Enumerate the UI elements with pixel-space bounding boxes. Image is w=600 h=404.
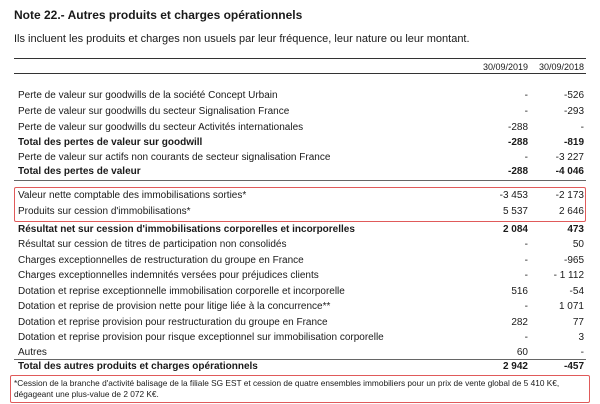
value-2019: 2 942 — [502, 361, 528, 372]
value-2019: 2 084 — [502, 224, 528, 235]
value-2019: - — [524, 152, 528, 163]
value-2019: - — [524, 255, 528, 266]
row-label: Charges exceptionnelles indemnités versées pour préjudices clients — [18, 270, 319, 281]
value-2019: -288 — [507, 166, 528, 177]
value-2019: 5 537 — [502, 206, 528, 217]
table-row — [14, 268, 586, 283]
table-row — [14, 204, 586, 219]
value-2018: -2 173 — [555, 190, 584, 201]
table-row — [14, 330, 586, 345]
value-2018: - 1 112 — [553, 270, 584, 281]
value-2018: - — [580, 347, 584, 358]
table-row-total — [14, 135, 586, 150]
table-row — [14, 284, 586, 299]
table-row — [14, 315, 586, 330]
table-row — [14, 299, 586, 314]
note-title: Note 22.- Autres produits et charges opérationnels — [14, 8, 303, 22]
value-2019: 516 — [511, 286, 528, 297]
value-2018: 50 — [572, 239, 584, 250]
row-label: Résultat sur cession de titres de participation non consolidés — [18, 239, 287, 250]
value-2019: - — [524, 301, 528, 312]
row-label: Autres — [18, 347, 47, 358]
value-2018: 77 — [572, 317, 584, 328]
table-row — [14, 237, 586, 252]
value-2019: 60 — [516, 347, 528, 358]
row-label: Total des pertes de valeur sur goodwill — [18, 137, 203, 148]
header-top-rule — [14, 58, 586, 59]
table-row-total — [14, 222, 586, 237]
value-2018: -457 — [563, 361, 584, 372]
table-row-total — [14, 164, 586, 179]
row-label: Résultat net sur cession d'immobilisations corporelles et incorporelles — [18, 224, 355, 235]
value-2019: -288 — [507, 137, 528, 148]
table-row — [14, 253, 586, 268]
row-label: Dotation et reprise de provision nette pour litige liée à la concurrence** — [18, 301, 331, 312]
column-header-2018: 30/09/2018 — [538, 62, 584, 72]
header-bottom-rule — [14, 73, 586, 74]
table-row — [14, 104, 586, 119]
table-row — [14, 188, 586, 203]
table-row-total — [14, 359, 586, 374]
value-2018: -293 — [563, 106, 584, 117]
value-2018: 2 646 — [558, 206, 584, 217]
value-2019: -288 — [507, 122, 528, 133]
value-2019: - — [524, 90, 528, 101]
value-2018: - — [580, 122, 584, 133]
table-row — [14, 150, 586, 165]
row-label: Total des pertes de valeur — [18, 166, 141, 177]
row-label: Perte de valeur sur goodwills du secteur Activités internationales — [18, 122, 304, 133]
table-row — [14, 88, 586, 103]
value-2018: -4 046 — [555, 166, 584, 177]
row-label: Dotation et reprise provision pour restructuration du groupe en France — [18, 317, 328, 328]
intro-text: Ils incluent les produits et charges non usuels par leur fréquence, leur nature ou leur montant. — [14, 33, 470, 45]
row-label: Dotation et reprise provision pour risque exceptionnel sur immobilisation corporelle — [18, 332, 384, 343]
value-2019: 282 — [511, 317, 528, 328]
value-2018: -526 — [563, 90, 584, 101]
row-label: Total des autres produits et charges opérationnels — [18, 361, 258, 372]
row-label: Dotation et reprise exceptionnelle immobilisation corporelle et incorporelle — [18, 286, 345, 297]
value-2018: -965 — [563, 255, 584, 266]
row-label: Charges exceptionnelles de restructuration du groupe en France — [18, 255, 304, 266]
value-2018: 3 — [578, 332, 584, 343]
value-2018: -819 — [563, 137, 584, 148]
value-2019: - — [524, 239, 528, 250]
value-2019: - — [524, 332, 528, 343]
value-2019: - — [524, 270, 528, 281]
value-2018: 1 071 — [558, 301, 584, 312]
row-label: Valeur nette comptable des immobilisations sorties* — [18, 190, 247, 201]
value-2019: -3 453 — [499, 190, 528, 201]
footnote: *Cession de la branche d'activité balisage de la filiale SG EST et cession de quatre ensembles immobiliers pour un prix de vente global de 5 410 K€, dégageant une plus-value de 2 072 K€. — [14, 378, 560, 399]
row-label: Produits sur cession d'immobilisations* — [18, 206, 191, 217]
row-label: Perte de valeur sur goodwills de la société Concept Urbain — [18, 90, 278, 101]
value-2018: -54 — [569, 286, 584, 297]
value-2018: 473 — [567, 224, 584, 235]
row-label: Perte de valeur sur goodwills du secteur Signalisation France — [18, 106, 290, 117]
column-header-2019: 30/09/2019 — [482, 62, 528, 72]
section-divider — [14, 180, 586, 181]
value-2019: - — [524, 106, 528, 117]
value-2018: -3 227 — [555, 152, 584, 163]
table-row — [14, 345, 586, 360]
table-row — [14, 120, 586, 135]
row-label: Perte de valeur sur actifs non courants de secteur signalisation France — [18, 152, 331, 163]
